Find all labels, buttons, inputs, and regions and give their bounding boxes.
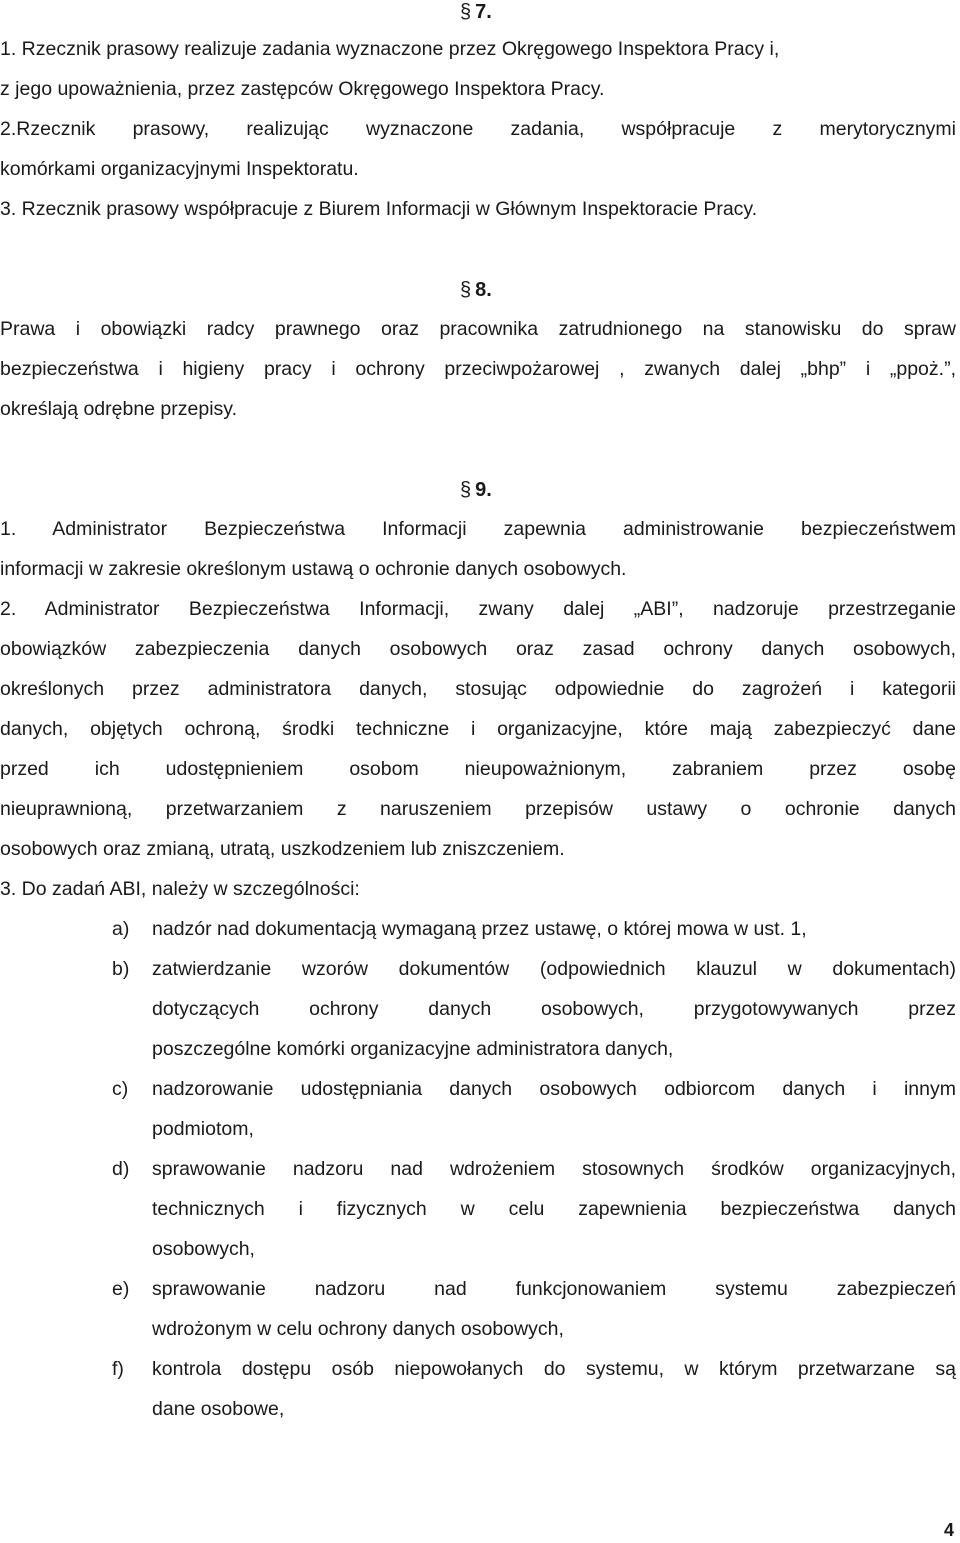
s9-p2-line: osobowych oraz zmianą, utratą, uszkodzeniem lub zniszczeniem. xyxy=(0,838,565,860)
section-8-heading: § 8. xyxy=(460,279,492,301)
list-item-line: nadzorowanie udostępniania danych osobowych odbiorcom danych i innym xyxy=(152,1078,956,1100)
list-item-line: dane osobowe, xyxy=(152,1398,285,1420)
list-item-label: d) xyxy=(112,1158,130,1180)
list-item-line: poszczególne komórki organizacyjne administratora danych, xyxy=(152,1038,674,1060)
list-item-line: podmiotom, xyxy=(152,1118,254,1140)
s8-line: bezpieczeństwa i higieny pracy i ochrony przeciwpożarowej , zwanych dalej „bhp” i „ppoż.”, xyxy=(0,358,956,380)
s9-p1-line: informacji w zakresie określonym ustawą o ochronie danych osobowych. xyxy=(0,558,627,580)
s7-line: z jego upoważnienia, przez zastępców Okręgowego Inspektora Pracy. xyxy=(0,78,605,100)
list-item-line: technicznych i fizycznych w celu zapewnienia bezpieczeństwa danych xyxy=(152,1198,956,1220)
section-9-heading: § 9. xyxy=(460,479,492,501)
s9-p2-line: określonych przez administratora danych, stosując odpowiednie do zagrożeń i kategorii xyxy=(0,678,956,700)
list-item-label: c) xyxy=(112,1078,129,1100)
s7-line: 2.Rzecznik prasowy, realizując wyznaczone zadania, współpracuje z merytorycznymi xyxy=(0,118,956,140)
s8-line: określają odrębne przepisy. xyxy=(0,398,238,420)
list-item-line: wdrożonym w celu ochrony danych osobowych, xyxy=(152,1318,564,1340)
s7-line: 1. Rzecznik prasowy realizuje zadania wyznaczone przez Okręgowego Inspektora Pracy i, xyxy=(0,38,780,60)
s8-line: Prawa i obowiązki radcy prawnego oraz pracownika zatrudnionego na stanowisku do spraw xyxy=(0,318,956,340)
list-item-line: nadzór nad dokumentacją wymaganą przez ustawę, o której mowa w ust. 1, xyxy=(152,918,807,940)
list-item-line: dotyczących ochrony danych osobowych, przygotowywanych przez xyxy=(152,998,956,1020)
list-item-label: e) xyxy=(112,1278,130,1300)
s7-line: 3. Rzecznik prasowy współpracuje z Biurem Informacji w Głównym Inspektoracie Pracy. xyxy=(0,198,758,220)
list-item-line: osobowych, xyxy=(152,1238,255,1260)
s9-p2-line: 2. Administrator Bezpieczeństwa Informacji, zwany dalej „ABI”, nadzoruje przestrzeganie xyxy=(0,598,956,620)
list-item-line: sprawowanie nadzoru nad wdrożeniem stosownych środków organizacyjnych, xyxy=(152,1158,956,1180)
s9-p1-line: 1. Administrator Bezpieczeństwa Informacji zapewnia administrowanie bezpieczeństwem xyxy=(0,518,956,540)
s9-p2-line: nieuprawnioną, przetwarzaniem z naruszeniem przepisów ustawy o ochronie danych xyxy=(0,798,956,820)
list-item-label: a) xyxy=(112,918,130,940)
list-item-label: b) xyxy=(112,958,130,980)
list-item-line: zatwierdzanie wzorów dokumentów (odpowiednich klauzul w dokumentach) xyxy=(152,958,956,980)
s9-p2-line: przed ich udostępnieniem osobom nieupoważnionym, zabraniem przez osobę xyxy=(0,758,956,780)
s9-p2-line: obowiązków zabezpieczenia danych osobowych oraz zasad ochrony danych osobowych, xyxy=(0,638,956,660)
s9-p3-line: 3. Do zadań ABI, należy w szczególności: xyxy=(0,878,360,900)
s9-p2-line: danych, objętych ochroną, środki techniczne i organizacyjne, które mają zabezpieczyć dane xyxy=(0,718,956,740)
section-7-heading: § 7. xyxy=(460,1,492,23)
list-item-label: f) xyxy=(112,1358,124,1380)
page-number: 4 xyxy=(943,1520,954,1540)
s7-line: komórkami organizacyjnymi Inspektoratu. xyxy=(0,158,359,180)
list-item-line: kontrola dostępu osób niepowołanych do systemu, w którym przetwarzane są xyxy=(152,1358,956,1380)
list-item-line: sprawowanie nadzoru nad funkcjonowaniem systemu zabezpieczeń xyxy=(152,1278,956,1300)
